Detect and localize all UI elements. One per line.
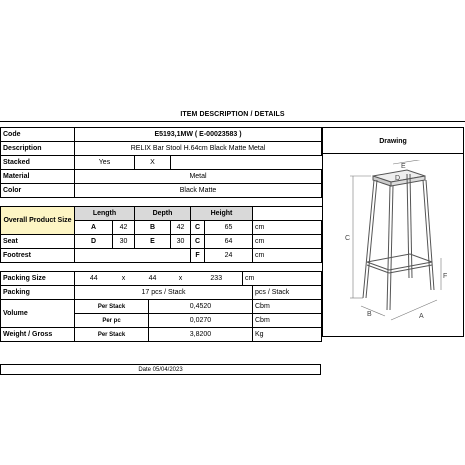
dim-label-b: B	[367, 311, 372, 318]
volume-per-pc-label: Per pc	[75, 314, 149, 328]
length-header: Length	[75, 207, 135, 221]
dim-label-c: C	[345, 235, 351, 242]
row-spacer-2	[1, 263, 322, 272]
color-value: Black Matte	[75, 184, 322, 198]
height-header: Height	[191, 207, 253, 221]
spacer	[1, 198, 322, 207]
weight-label: Weight / Gross	[1, 328, 75, 342]
seat-unit: cm	[253, 235, 322, 249]
spec-table	[0, 127, 322, 342]
row-color	[1, 184, 322, 198]
volume-per-stack-unit: Cbm	[253, 300, 322, 314]
stacked-label: Stacked	[1, 156, 75, 170]
drawing-divider	[323, 153, 463, 154]
row-description	[1, 142, 322, 156]
seat-e-letter: E	[135, 235, 171, 249]
row-material	[1, 170, 322, 184]
seat-d-letter: D	[75, 235, 113, 249]
drawing-panel	[322, 127, 464, 337]
overall-a-value: 42	[113, 221, 135, 235]
seat-c-letter: C	[191, 235, 205, 249]
dim-label-f: F	[443, 273, 448, 280]
weight-per-stack-label: Per Stack	[75, 328, 149, 342]
material-value: Metal	[75, 170, 322, 184]
color-label: Color	[1, 184, 75, 198]
overall-header-empty	[253, 207, 322, 221]
description-label: Description	[1, 142, 75, 156]
overall-b-value: 42	[171, 221, 191, 235]
weight-unit: Kg	[253, 328, 322, 342]
row-footrest	[1, 249, 322, 263]
sheet-heading: ITEM DESCRIPTION / DETAILS	[180, 111, 285, 118]
packing-size-height: 233	[191, 272, 243, 286]
packing-value: 17 pcs / Stack	[75, 286, 253, 300]
dim-label-e: E	[401, 163, 406, 170]
overall-b-letter: B	[135, 221, 171, 235]
row-packing	[1, 286, 322, 300]
stacked-empty	[171, 156, 322, 170]
description-value: RELIX Bar Stool H.64cm Black Matte Metal	[75, 142, 322, 156]
volume-per-stack-value: 0,4520	[149, 300, 253, 314]
overall-c-value: 65	[205, 221, 253, 235]
weight-per-stack-value: 3,8200	[149, 328, 253, 342]
row-spacer-1	[1, 198, 322, 207]
row-weight	[1, 328, 322, 342]
code-label: Code	[1, 128, 75, 142]
footrest-unit: cm	[253, 249, 322, 263]
footrest-f-letter: F	[191, 249, 205, 263]
packing-size-unit: cm	[243, 272, 322, 286]
volume-per-pc-value: 0,0270	[149, 314, 253, 328]
overall-unit: cm	[253, 221, 322, 235]
drawing-title: Drawing	[379, 138, 407, 145]
depth-header: Depth	[135, 207, 191, 221]
packing-size-x2: x	[171, 272, 191, 286]
footrest-label: Footrest	[1, 249, 75, 263]
seat-label: Seat	[1, 235, 75, 249]
packing-unit: pcs / Stack	[253, 286, 322, 300]
spacer	[1, 263, 322, 272]
date-footer: Date 05/04/2023	[0, 364, 321, 375]
row-packing-size	[1, 272, 322, 286]
packing-size-width: 44	[135, 272, 171, 286]
row-stacked	[1, 156, 322, 170]
row-overall-header	[1, 207, 322, 221]
overall-c-letter: C	[191, 221, 205, 235]
footrest-empty	[75, 249, 191, 263]
dim-label-a: A	[419, 313, 424, 320]
stool-frame	[363, 170, 434, 310]
seat-e-value: 30	[171, 235, 191, 249]
packing-size-x1: x	[113, 272, 135, 286]
packing-label: Packing	[1, 286, 75, 300]
seat-d-value: 30	[113, 235, 135, 249]
stacked-yes: Yes	[75, 156, 135, 170]
volume-per-stack-label: Per Stack	[75, 300, 149, 314]
volume-label: Volume	[1, 300, 75, 328]
heading-divider	[0, 121, 465, 122]
footrest-f-value: 24	[205, 249, 253, 263]
row-volume-stack	[1, 300, 322, 314]
packing-size-label: Packing Size	[1, 272, 75, 286]
packing-size-length: 44	[75, 272, 113, 286]
code-value: E5193,1MW ( E-00023583 )	[75, 128, 322, 142]
overall-label: Overall Product Size	[1, 207, 75, 235]
stool-drawing	[333, 160, 455, 330]
stacked-mark: X	[135, 156, 171, 170]
material-label: Material	[1, 170, 75, 184]
seat-c-value: 64	[205, 235, 253, 249]
row-seat	[1, 235, 322, 249]
row-code	[1, 128, 322, 142]
dim-label-d: D	[395, 175, 401, 182]
volume-per-pc-unit: Cbm	[253, 314, 322, 328]
overall-a-letter: A	[75, 221, 113, 235]
